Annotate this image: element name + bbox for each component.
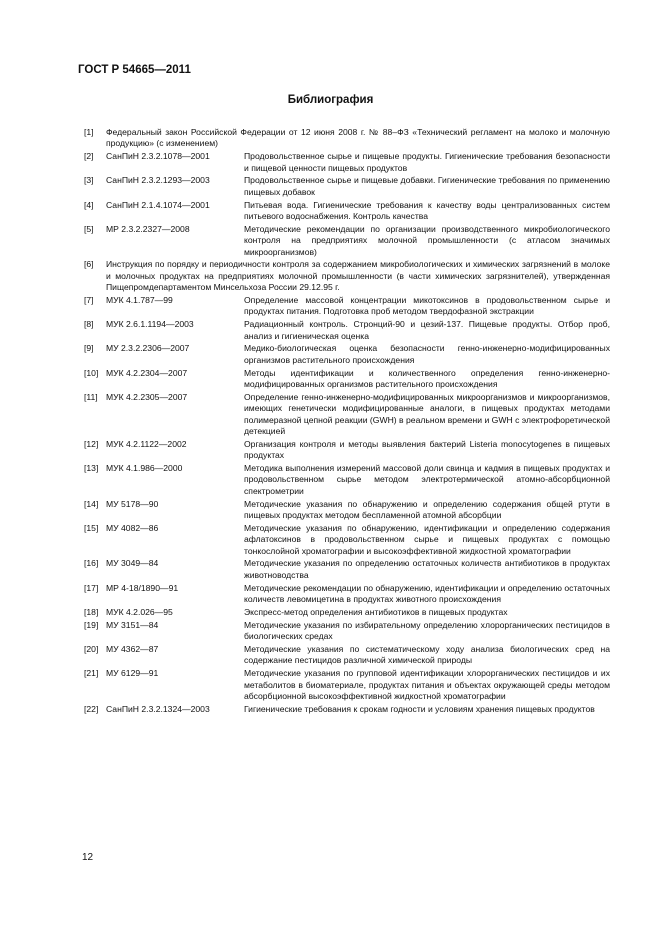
- entry-description: Методические указания по групповой идентификации хлорорганических пестицидов и их метаболитов в биоматериале, продуктах питания и объектах окружающей среды методом абсорбционной высокоэффективной жидкостной хроматографии: [244, 668, 610, 701]
- entry-description: Гигиенические требования к срокам годности и условиям хранения пищевых продуктов: [244, 703, 595, 714]
- entry-description: Инструкция по порядку и периодичности контроля за содержанием микробиологических и химических загрязнений в молоке и молочных продуктах на предприятиях молочной промышленности (в части химических загрязнителей), утвержденная Пищепромдепартаментом Минсельхоза России 29.12.95 г.: [106, 259, 610, 293]
- entry-number: [18]: [84, 606, 99, 617]
- entry-number: [20]: [84, 643, 99, 654]
- entry-number: [19]: [84, 619, 99, 630]
- bibliography-entry: [84, 439, 610, 462]
- entry-document-code: МУК 4.2.1122—2002: [106, 438, 187, 449]
- entry-number: [17]: [84, 582, 99, 593]
- entry-document-code: СанПиН 2.1.4.1074—2001: [106, 199, 210, 210]
- entry-number: [3]: [84, 175, 94, 186]
- entry-number: [15]: [84, 522, 99, 533]
- standard-number: ГОСТ Р 54665—2011: [78, 64, 191, 76]
- entry-number: [6]: [84, 259, 94, 270]
- entry-document-code: МУ 5178—90: [106, 498, 159, 509]
- entry-number: [10]: [84, 367, 99, 378]
- entry-number: [9]: [84, 343, 94, 354]
- bibliography-entry: [84, 704, 610, 715]
- bibliography-entry: [84, 343, 610, 366]
- entry-number: [8]: [84, 319, 94, 330]
- entry-number: [12]: [84, 438, 99, 449]
- entry-description: Методические рекомендации по организации производственного микробиологического контроля на предприятиях молочной промышленности (с атласом значимых микроорганизмов): [244, 223, 610, 257]
- entry-document-code: МУ 4082—86: [106, 522, 159, 533]
- bibliography-entry: [84, 523, 610, 557]
- entry-number: [11]: [84, 391, 98, 402]
- entry-description: Методические указания по обнаружению, идентификации и определению содержания афлатоксинов в продовольственном сырье и пищевых продуктах с помощью тонкослойной хроматографии и высокоэффективной жидкостной хроматографии: [244, 522, 610, 556]
- entry-description: Федеральный закон Российской Федерации от 12 июня 2008 г. № 88–ФЗ «Технический регламент на молоко и молочную продукцию» (с изменением): [106, 127, 610, 149]
- entry-description: Методические указания по систематическому ходу анализа биологических сред на содержание пестицидов различной химической природы: [244, 643, 610, 666]
- entry-document-code: МР 4-18/1890—91: [106, 582, 179, 593]
- entry-number: [2]: [84, 151, 94, 162]
- entry-description: Определение массовой концентрации микотоксинов в продовольственном сырье и продуктах питания. Подготовка проб методом твердофазной экстракции: [244, 295, 610, 317]
- bibliography-entry: [84, 668, 610, 702]
- bibliography-entry: [84, 392, 610, 438]
- entry-number: [21]: [84, 668, 99, 679]
- entry-document-code: МУК 4.2.2305—2007: [106, 391, 188, 402]
- entry-document-code: МУ 6129—91: [106, 668, 159, 679]
- bibliography-entry: [84, 319, 610, 342]
- entry-document-code: МУК 4.1.787—99: [106, 295, 173, 306]
- entry-document-code: МУК 2.6.1.1194—2003: [106, 319, 194, 330]
- bibliography-entry: [84, 583, 610, 606]
- bibliography-entry: [84, 200, 610, 223]
- entry-description: Методические указания по избирательному определению хлорорганических пестицидов в биологических средах: [244, 619, 610, 642]
- entry-number: [5]: [84, 223, 94, 234]
- entry-document-code: МУ 3151—84: [106, 619, 159, 630]
- entry-document-code: СанПиН 2.3.2.1324—2003: [106, 703, 210, 714]
- entry-description: Радиационный контроль. Стронций-90 и цезий-137. Пищевые продукты. Отбор проб, анализ и гигиеническая оценка: [244, 319, 610, 341]
- entry-number: [4]: [84, 199, 94, 210]
- entry-description: Методика выполнения измерений массовой доли свинца и кадмия в пищевых продуктах и продовольственном сырье методом электротермической атомно-абсорбционной спектрометрии: [244, 463, 610, 496]
- bibliography-entry: [84, 499, 610, 522]
- entry-document-code: СанПиН 2.3.2.1078—2001: [106, 151, 210, 162]
- entry-description: Экспресс-метод определения антибиотиков в пищевых продуктах: [244, 606, 508, 617]
- entry-document-code: МУ 2.3.2.2306—2007: [106, 343, 190, 354]
- bibliography-entry: [84, 175, 610, 198]
- bibliography-entry: [84, 558, 610, 581]
- bibliography-entry: [84, 295, 610, 318]
- bibliography-entry: [84, 259, 610, 293]
- entry-number: [14]: [84, 498, 99, 509]
- entry-document-code: МУ 4362—87: [106, 643, 159, 654]
- bibliography-entry: [84, 607, 610, 618]
- entry-number: [16]: [84, 558, 99, 569]
- entry-number: [7]: [84, 295, 94, 306]
- entry-description: Методы идентификации и количественного определения генно-инженерно-модифицированных организмов растительного происхождения: [244, 367, 610, 390]
- bibliography-entry: [84, 620, 610, 643]
- entry-description: Методические указания по обнаружению и определению содержания общей ртути в пищевых продуктах методом беспламенной атомной абсорбции: [244, 498, 610, 521]
- bibliography-entry: [84, 463, 610, 497]
- bibliography-entry: [84, 368, 610, 391]
- entry-description: Продовольственное сырье и пищевые добавки. Гигиенические требования по применению пищевых добавок: [244, 175, 610, 197]
- entry-document-code: МУК 4.1.986—2000: [106, 463, 183, 474]
- entry-document-code: СанПиН 2.3.2.1293—2003: [106, 175, 210, 186]
- bibliography-list: [84, 127, 610, 717]
- entry-description: Методические указания по определению остаточных количеств антибиотиков в продуктах животноводства: [244, 558, 610, 580]
- page-number: 12: [82, 852, 94, 863]
- bibliography-entry: [84, 224, 610, 258]
- entry-number: [13]: [84, 463, 99, 474]
- bibliography-entry: [84, 151, 610, 174]
- entry-document-code: МУК 4.2.026—95: [106, 606, 173, 617]
- entry-document-code: МУК 4.2.2304—2007: [106, 367, 188, 378]
- entry-number: [22]: [84, 703, 99, 714]
- entry-description: Медико-биологическая оценка безопасности генно-инженерно-модифицированных организмов растительного происхождения: [244, 343, 610, 365]
- entry-description: Организация контроля и методы выявления бактерий Listeria monocytogenes в пищевых продуктах: [244, 438, 610, 461]
- page-title: Библиография: [287, 94, 374, 106]
- entry-document-code: МР 2.3.2.2327—2008: [106, 223, 190, 234]
- entry-description: Методические рекомендации по обнаружению, идентификации и определению остаточных количеств левомицетина в продуктах животного происхождения: [244, 582, 610, 605]
- bibliography-entry: [84, 127, 610, 150]
- entry-description: Продовольственное сырье и пищевые продукты. Гигиенические требования безопасности и пищевой ценности пищевых продуктов: [244, 151, 610, 173]
- entry-description: Питьевая вода. Гигиенические требования к качеству воды централизованных систем питьевого водоснабжения. Контроль качества: [244, 199, 610, 222]
- entry-description: Определение генно-инженерно-модифицированных микроорганизмов и микроорганизмов, имеющих генетически модифицированные аналоги, в пищевых продуктах методами полимеразной цепной реакции (GWH) в реальном времени и GWH с электрофоретической детекцией: [244, 391, 610, 437]
- entry-number: [1]: [84, 127, 94, 137]
- entry-document-code: МУ 3049—84: [106, 558, 159, 569]
- bibliography-entry: [84, 644, 610, 667]
